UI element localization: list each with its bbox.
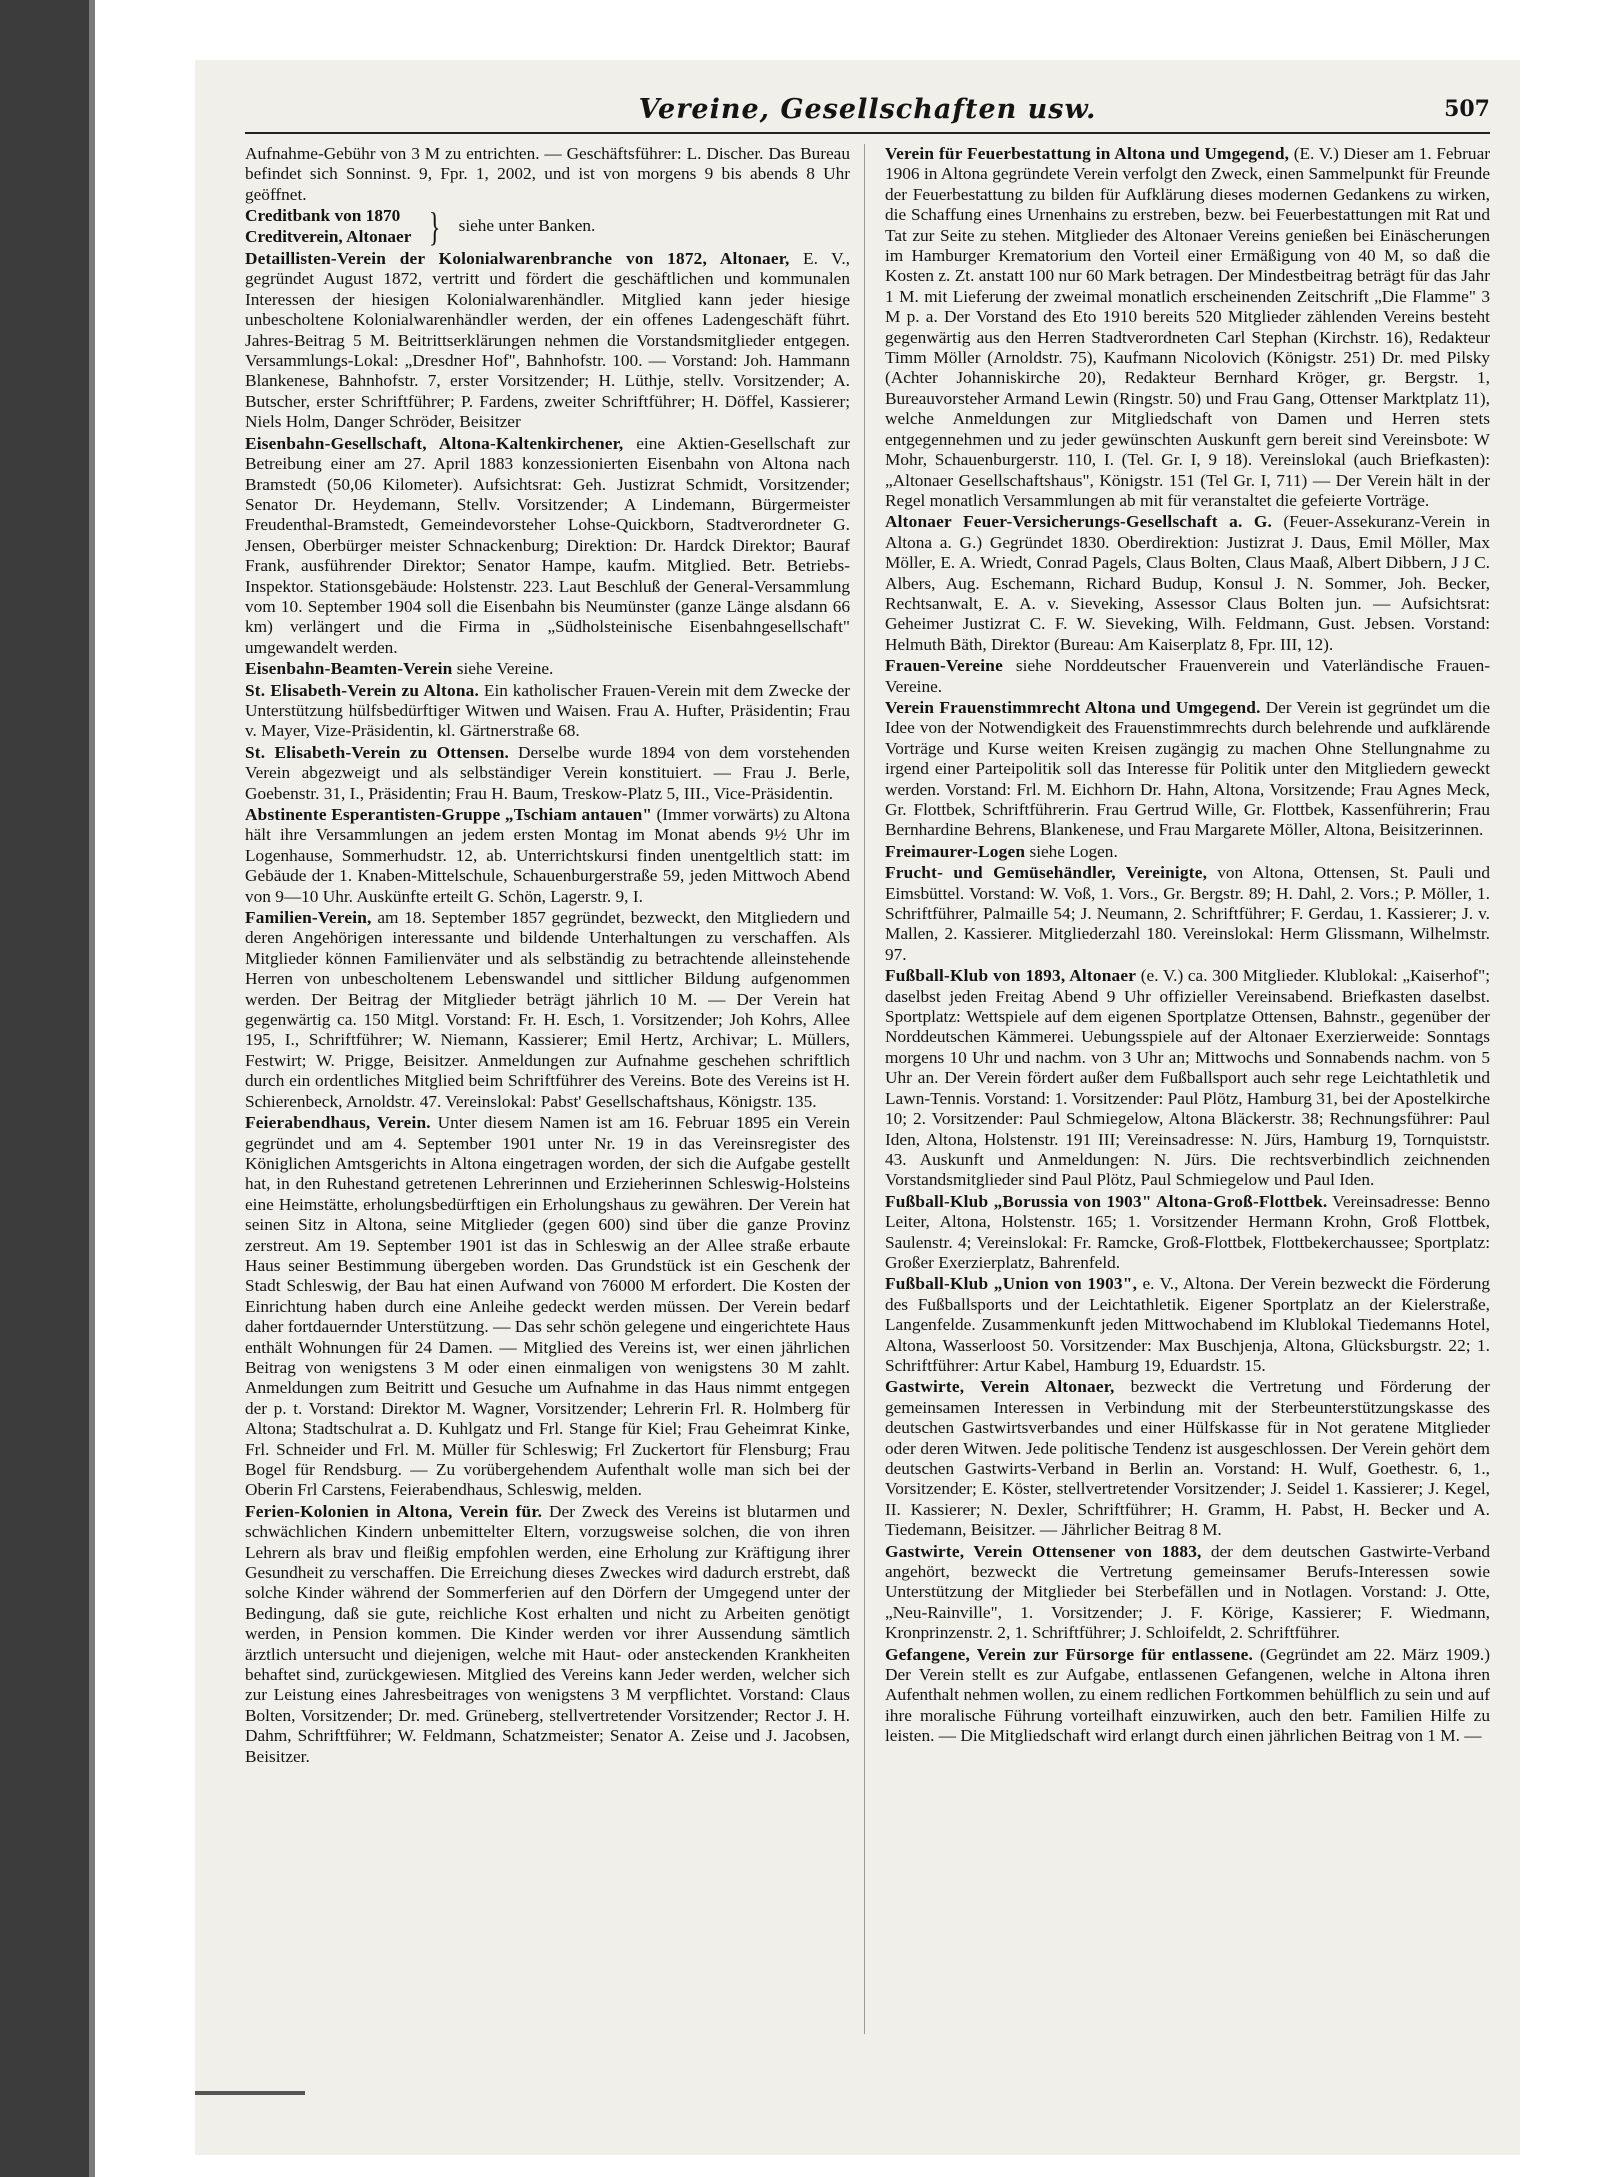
entry-name: Fußball-Klub „Borussia von 1903" Altona-Groß-Flottbek. (885, 1191, 1328, 1211)
entry-text: (Feuer-Assekuranz-Verein in Altona a. G.) Gegründet 1830. Oberdirektion: Justizrat J. Daus, Emil Möller, Max Möller, E. A. Wriedt, Conrad Pagels, Claus Bolten, Claus Maaß, Albert Dibbern, J J C. Albers, Aug. Eschemann, Richard Budup, Konsul J. N. Sommer, Joh. Becker, Rechtsanwalt, E. A. v. Sieveking, Assessor Claus Bolten jun. — Aufsichtsrat: Geheimer Justizrat C. F. W. Sieveking, Wilh. Feldmann, Gust. Jebsen. Vorstand: Helmuth Bäth, Direktor (Bureau: Am Kaiserplatz 8, Fpr. III, 12). (885, 512, 1490, 654)
document-page (195, 60, 1520, 2155)
entry-text: siehe Norddeutscher Frauenverein und Vaterländische Frauen-Vereine. (885, 656, 1490, 696)
page-header (245, 92, 1490, 134)
directory-entry (885, 1542, 1490, 1644)
entry-name: Gastwirte, Verein Altonaer, (885, 1377, 1115, 1397)
directory-entry (885, 144, 1490, 511)
entry-name: Gefangene, Verein zur Fürsorge für entlassene. (885, 1644, 1254, 1664)
entry-text: eine Aktien-Gesellschaft zur Betreibung einer am 27. April 1883 konzessionierten Eisenbahn von Altona nach Bramstedt (50,06 Kilometer). Aufsichtsrat: Geh. Justizrat Schmidt, Vorsitzender; Senator Dr. Heydemann, Stellv. Vorsitzender; A Lindemann, Bürgermeister Freudenthal-Bramstedt, Gemeindevorsteher Lohse-Quickborn, Stadtverordneter G. Jensen, Oberbürger meister Schnackenburg; Direktion: Dr. Hardck Direktor; Bauraf Frank, ausführender Direktor; Senator Hampe, kaufm. Mitglied. Betr. Betriebs-Inspektor. Stationsgebäude: Holstenstr. 223. Laut Beschluß der General-Versammlung vom 10. September 1904 soll die Eisenbahn bis Neumünster (ganze Länge alsdann 66 km) verlängert und die Firma in „Südholsteinische Eisenbahngesellschaft" umgewandelt werden. (245, 433, 850, 657)
entry-name: Frucht- und Gemüsehändler, Vereinigte, (885, 863, 1208, 883)
directory-entry (885, 842, 1490, 862)
directory-entry (885, 1192, 1490, 1274)
directory-entry (245, 805, 850, 907)
entry-name: Ferien-Kolonien in Altona, Verein für. (245, 1501, 543, 1521)
xref-target: siehe unter Banken. (458, 216, 596, 236)
directory-entry (245, 1113, 850, 1501)
entry-text: am 18. September 1857 gegründet, bezweckt, den Mitgliedern und deren Angehörigen interessante und bildende Unterhaltungen zu verschaffen. Als Mitglieder können Familienväter und als selbständig zu betrachtende alleinstehende Herren von unbescholtenem Lebenswandel und sittlicher Bildung aufgenommen werden. Der Beitrag der Mitglieder beträgt jährlich 10 M. — Der Verein hat gegenwärtig ca. 150 Mitgl. Vorstand: Fr. H. Esch, 1. Vorsitzender; Joh Kohrs, Allee 195, I., Schriftführer; W. Niemann, Kassierer; Emil Hertz, Archivar; L. Müllers, Festwirt; W. Prigge, Beisitzer. Anmeldungen zur Aufnahme geschehen schriftlich durch ein ordentliches Mitglied beim Schriftführer des Vereins. Bote des Vereins ist H. Schierenbeck, Arnoldstr. 47. Vereinslokal: Pabst' Gesellschaftshaus, Königstr. 135. (245, 908, 850, 1111)
directory-entry (885, 1645, 1490, 1747)
directory-entry (885, 1377, 1490, 1540)
right-column (885, 144, 1490, 2054)
entry-name: Abstinente Esperantisten-Gruppe „Tschiam antauen" (245, 805, 653, 824)
directory-entry (245, 908, 850, 1112)
directory-entry (885, 656, 1490, 697)
directory-entry (245, 434, 850, 658)
entry-text: von Altona, Ottensen, St. Pauli und Eimsbüttel. Vorstand: W. Voß, 1. Vors., Gr. Bergstr. 89; H. Dahl, 2. Vors.; P. Möller, 1. Schriftführer, Palmaille 54; J. Neumann, 2. Schriftführer; F. Gerdau, 1. Kassierer; J. v. Mallen, 2. Kassierer. Mitgliederzahl 180. Vereinslokal: Herm Glissmann, Wilhelmstr. 97. (885, 863, 1490, 964)
directory-entry (885, 1274, 1490, 1376)
entry-text: siehe Logen. (1029, 841, 1118, 861)
entry-name: Eisenbahn-Gesellschaft, Altona-Kaltenkirchener, (245, 433, 624, 453)
entry-name: Frauen-Vereine (885, 656, 1003, 676)
entry-name: Feierabendhaus, Verein. (245, 1113, 431, 1133)
entry-name: Fußball-Klub von 1893, Altonaer (885, 966, 1137, 986)
continued-entry-text: Aufnahme-Gebühr von 3 M zu entrichten. — Geschäftsführer: L. Discher. Das Bureau befindet sich Sonninst. 9, Fpr. 1, 2002, und ist von morgens 9 bis abends 8 Uhr geöffnet. (245, 144, 850, 204)
brace-glyph: } (429, 203, 441, 249)
cross-reference-group (245, 203, 850, 249)
left-column (245, 144, 850, 2054)
entry-text: Der Zweck des Vereins ist blutarmen und schwächlichen Kindern unbemittelter Eltern, vorzugsweise solchen, die von ihren Lehrern als brav und fleißig empfohlen werden, eine Erholung zur Kräftigung ihrer Gesundheit zu verschaffen. Die Erreichung dieses Zweckes wird dadurch erstrebt, daß solche Kinder während der Sommerferien auf den Dörfern der Umgegend unter der Bedingung, daß sie gute, reichliche Kost erhalten und nicht zu Arbeiten genötigt werden, in Pension kommen. Die Kinder werden vor ihrer Aussendung sämtlich ärztlich untersucht und diejenigen, welche mit Haut- oder ansteckenden Krankheiten behaftet sind, zurückgewiesen. Mitglied des Vereins kann Jeder werden, welcher sich zur Leistung eines Jahresbeitrages von wenigstens 3 M verpflichtet. Vorstand: Claus Bolten, Vorsitzender; Dr. med. Grüneberg, stellvertretender Vorsitzender; Rector J. H. Dahm, Schriftführer; W. Feldmann, Schatzmeister; Senator A. Zeise und J. Jacobsen, Beisitzer. (245, 1501, 850, 1766)
entry-text: (Gegründet am 22. März 1909.) Der Verein stellt es zur Aufgabe, entlassenen Gefangenen, welche in Altona ihren Aufenthalt nehmen wollen, zu einem redlichen Fortkommen behülflich zu sein und auf ihre moralische Führung vorteilhaft einzuwirken, auch den betr. Familien Hilfe zu leisten. — Die Mitgliedschaft wird erlangt durch einen jährlichen Beitrag von 1 M. — (885, 1644, 1490, 1746)
directory-entry (245, 1502, 850, 1767)
directory-entry (245, 659, 850, 679)
running-title: Vereine, Gesellschaften usw. (638, 94, 1097, 125)
entry-text: siehe Vereine. (456, 659, 554, 679)
entry-name: Eisenbahn-Beamten-Verein (245, 659, 453, 679)
column-divider (864, 144, 865, 2034)
entry-text: Unter diesem Namen ist am 16. Februar 1895 ein Verein gegründet und am 4. September 1901 unter Nr. 19 in das Vereinsregister des Königlichen Amtsgerichts in Altona eingetragen worden, der sich die Aufgabe gestellt hat, in den Ruhestand getretenen Lehrerinnen und Erzieherinnen Schleswig-Holsteins eine Heimstätte, erholungsbedürftigen ein Erholungshaus zu gewähren. Der Verein hat seinen Sitz in Altona, seine Mitglieder (gegen 600) sind über die ganze Provinz zerstreut. Am 19. September 1901 ist das in Schleswig an der Allee straße erbaute Haus seiner Bestimmung übergeben worden. Das Grundstück ist ein Geschenk der Stadt Schleswig, der Bau hat einen Aufwand von 76000 M erfordert. Die Kosten der Einrichtung haben durch eine Anleihe gedeckt werden müssen. Der Verein bedarf daher fortdauernder Unterstützung. — Das sehr schön gelegene und eingerichtete Haus enthält Wohnungen für 24 Damen. — Mitglied des Vereins ist, wer einen jährlichen Beitrag von wenigstens 3 M oder einen einmaligen von wenigstens 30 M zahlt. Anmeldungen zum Beitritt und Gesuche um Aufnahme in das Haus nimmt entgegen der p. t. Vorstand: Direktor M. Wagner, Vorsitzender; Lehrerin Frl. R. Holmberg für Altona; Stadtschulrat a. D. Kuhlgatz und Frl. Stange für Kiel; Frau Geheimrat Kinke, Frl. Schneider und Frl. M. Müller für Schleswig; Frl Zuckertort für Flensburg; Frau Bogel für Rendsburg. — Zu vorübergehendem Aufenthalt wolle man sich bei der Oberin Frl Carstens, Feierabendhaus, Schleswig, melden. (245, 1113, 850, 1500)
directory-entry (885, 863, 1490, 965)
entry-text: Ein katholischer Frauen-Verein mit dem Zwecke der Unterstützung hülfsbedürftiger Witwen und Waisen. Frau A. Hufter, Präsidentin; Frau v. Mayer, Vize-Präsidentin, kl. Gärtnerstraße 68. (245, 680, 850, 741)
entry-text: (Immer vorwärts) zu Altona hält ihre Versammlungen an jedem ersten Montag im Monat abends 9½ Uhr im Logenhause, Sommerhudstr. 12, ab. Unterrichtskursi finden unentgeltlich statt: im Gebäude der 1. Knaben-Mittelschule, Schauenburgerstraße 59, jeden Mittwoch Abend von 9—10 Uhr. Auskünfte erteilt G. Schön, Lagerstr. 9, I. (245, 805, 850, 906)
scan-artifact (195, 2091, 305, 2095)
entry-name: Freimaurer-Logen (885, 841, 1026, 861)
entry-text: Vereinsadresse: Benno Leiter, Altona, Holstenstr. 165; 1. Vorsitzender Hermann Krohn, Groß Flottbek, Saulenstr. 4; Vereinslokal: Fr. Ramcke, Groß-Flottbek, Flottbekerchaussee; Sportplatz: Großer Exerzierplatz, Bahrenfeld. (885, 1191, 1490, 1272)
entry-name: Altonaer Feuer-Versicherungs-Gesellschaft a. G. (885, 512, 1273, 532)
cross-reference-names (245, 206, 411, 247)
entry-text: Derselbe wurde 1894 von dem vorstehenden Verein abgezweigt und als selbständiger Verein konstituiert. — Frau J. Berle, Goebenstr. 31, I., Präsidentin; Frau H. Baum, Treskow-Platz 5, III., Vice-Präsidentin. (245, 742, 850, 803)
scan-frame-edge (0, 0, 95, 2177)
entry-text: e. V., Altona. Der Verein bezweckt die Förderung des Fußballsports und der Leichtathletik. Eigener Sportplatz an der Kielerstraße, Langenfelde. Zusammenkunft jeden Mittwochabend im Klublokal Tiedemanns Hotel, Altona, Wasserloost 50. Vorsitzender: Max Buschjenja, Altona, Glücksburgstr. 22; 1. Schriftführer: Artur Kabel, Hamburg 19, Eduardstr. 15. (885, 1274, 1490, 1375)
entry-name: Verein Frauenstimmrecht Altona und Umgegend. (885, 697, 1261, 717)
entry-name: Gastwirte, Verein Ottensener von 1883, (885, 1541, 1202, 1561)
directory-entry (245, 249, 850, 433)
entry-text: (E. V.) Dieser am 1. Februar 1906 in Altona gegründete Verein verfolgt den Zweck, einen Sammelpunkt für Freunde der Feuerbestattung zu bilden für Aufklärung dieses modernen Gedankens zu wirken, die Schaffung eines Urnenhains zu erstreben, bezw. bei Feuerbestattungen mit Rat und Tat zur Seite zu stehen. Mitglieder des Altonaer Vereins genießen bei Einäscherungen im Hamburger Krematorium den Vorteil einer Ermäßigung von 40 M, so daß die Kosten z. Zt. anstatt 100 nur 60 Mark betragen. Der Mindestbeitrag beträgt für das Jahr 1 M. mit Lieferung der zweimal monatlich erscheinenden Zeitschrift „Die Flamme" 3 M p. a. Der Vorstand des Eto 1910 bereits 520 Mitglieder zählenden Vereins besteht gegenwärtig aus den Herren Stadtverordneten Carl Stephan (Kirchstr. 16), Redakteur Timm Möller (Arnoldstr. 75), Kaufmann Nicolovich (Königstr. 251) Dr. med Pilsky (Achter Johanniskirche 20), Redakteur Bernhard Kröger, gr. Bergstr. 1, Bureauvorsteher Armand Lewin (Ringstr. 50) und Frau Gang, Ottenser Marktplatz 11), welche Anmeldungen zur Mitgliedschaft von Damen und Herren stets entgegennehmen und zu jeder gewünschten Auskunft gern bereit sind Vereinsbote: W Mohr, Schauenburgerstr. 110, I. (Tel. Gr. I, 9 18). Vereinslokal (auch Briefkasten): „Altonaer Gesellschaftshaus", Königstr. 151 (Tel Gr. I, 711) — Der Verein hält in der Regel monatlich Versammlungen ab mit für veranstaltet die gefeierte Vorträge. (885, 144, 1490, 510)
page-number: 507 (1444, 96, 1490, 122)
directory-entry (245, 743, 850, 804)
entry-text: Der Verein ist gegründet um die Idee von der Notwendigkeit des Frauenstimmrechts durch belehrende und aufklärende Vorträge und Kurse weiten Kreisen zugängig zu machen Ohne Stellungnahme zu irgend einer Parteipolitik soll das Interesse für Politik unter den Mitgliedern geweckt werden. Vorstand: Frl. M. Eichhorn Dr. Hahn, Altona, Vorsitzende; Frau Agnes Meck, Gr. Flottbek, Schriftführerin. Frau Gertrud Wille, Gr. Flottbek, Kassenführerin; Frau Bernhardine Behrens, Blankenese, und Frau Margarete Möller, Altona, Beisitzerinnen. (885, 697, 1490, 840)
directory-entry (885, 966, 1490, 1190)
xref-name: Creditbank von 1870 (245, 206, 401, 226)
entry-name: St. Elisabeth-Verein zu Altona. (245, 680, 479, 700)
entry-text: E. V., gegründet August 1872, vertritt und fördert die geschäftlichen und kommunalen Interessen der hiesigen Kolonialwarenhändler. Mitglied kann jeder hiesige unbescholtene Kolonialwarenhändler werden, der ein offenes Ladengeschäft führt. Jahres-Beitrag 5 M. Beitrittserklärungen nehmen die Vorstandsmitglieder entgegen. Versammlungs-Lokal: „Dresdner Hof", Bahnhofstr. 100. — Vorstand: Joh. Hammann Blankenese, Bahnhofstr. 7, erster Vorsitzender; H. Lüthje, stellv. Vorsitzender; A. Butscher, erster Schriftführer; P. Fardens, zweiter Schriftführer; H. Döffel, Kassierer; Niels Holm, Danger Schröder, Beisitzer (245, 249, 850, 432)
entry-name: Familien-Verein, (245, 908, 372, 928)
entry-text: (e. V.) ca. 300 Mitglieder. Klublokal: „Kaiserhof"; daselbst jeden Freitag Abend 9 Uhr offizieller Vereinsabend. Briefkasten daselbst. Sportplatz: Wettspiele auf dem eigenen Sportplatze Ottensen, Bahnstr., gegenüber der Norddeutschen Kämmerei. Uebungsspiele auf der Altonaer Exerzierweide: Sonntags morgens 10 Uhr und nachm. von 3 Uhr an; Mittwochs und Sonnabends nachm. von 5 Uhr an. Der Verein fördert außer dem Fußballsport auch sehr rege Leichtathletik und Lawn-Tennis. Vorstand: 1. Vorsitzender: Paul Plötz, Hamburg 31, bei der Apostelkirche 10; 2. Vorsitzender: Paul Schmiegelow, Altona Bläckerstr. 38; Rechnungsführer: Paul Iden, Altona, Holstenstr. 191 III; Vereinsadresse: N. Jürs, Hamburg 19, Tornquiststr. 43. Auskunft und Anmeldungen: N. Jürs. Die rechtsverbindlich zeichnenden Vorstandsmitglieder sind Paul Plötz, Paul Schmiegelow und Paul Iden. (885, 966, 1490, 1190)
directory-entry (885, 698, 1490, 841)
entry-name: Detaillisten-Verein der Kolonialwarenbranche von 1872, Altonaer, (245, 249, 790, 269)
entry-text: der dem deutschen Gastwirte-Verband angehört, bezweckt die Vertretung gemeinsamer Berufs-Interessen sowie Unterstützung der Mitglieder bei Sterbefällen und in Notlagen. Vorstand: J. Otte, „Neu-Rainville", 1. Vorsitzender; J. F. Körige, Kassierer; F. Wiedmann, Kronprinzenstr. 2, 1. Schriftführer; J. Schloifeldt, 2. Schriftführer. (885, 1541, 1490, 1643)
entry-name: Fußball-Klub „Union von 1903", (885, 1274, 1138, 1294)
entry-name: St. Elisabeth-Verein zu Ottensen. (245, 742, 510, 762)
scan-sheet (95, 0, 1600, 2177)
entry-name: Verein für Feuerbestattung in Altona und Umgegend, (885, 144, 1290, 163)
entry-text: bezweckt die Vertretung und Förderung der gemeinsamen Interessen in Verbindung mit der Sterbeunterstützungskasse des deutschen Gastwirtsverbandes und einer Hülfskasse für in Not geratene Mitglieder oder deren Witwen. Jede politische Tendenz ist ausgeschlossen. Der Verein gehört dem deutschen Gastwirts-Verband in Berlin an. Vorstand: H. Wulf, Goethestr. 6, 1., Vorsitzender; E. Köster, stellvertretender Vorsitzender; J. Seidel 1. Kassierer; J. Kegel, II. Kassierer; N. Dexler, Schriftführer; H. Gramm, H. Pabst, H. Becker und A. Tiedemann, Beisitzer. — Jährlicher Beitrag 8 M. (885, 1377, 1490, 1540)
directory-entry (885, 512, 1490, 655)
directory-entry (245, 681, 850, 742)
xref-name: Creditverein, Altonaer (245, 226, 412, 246)
